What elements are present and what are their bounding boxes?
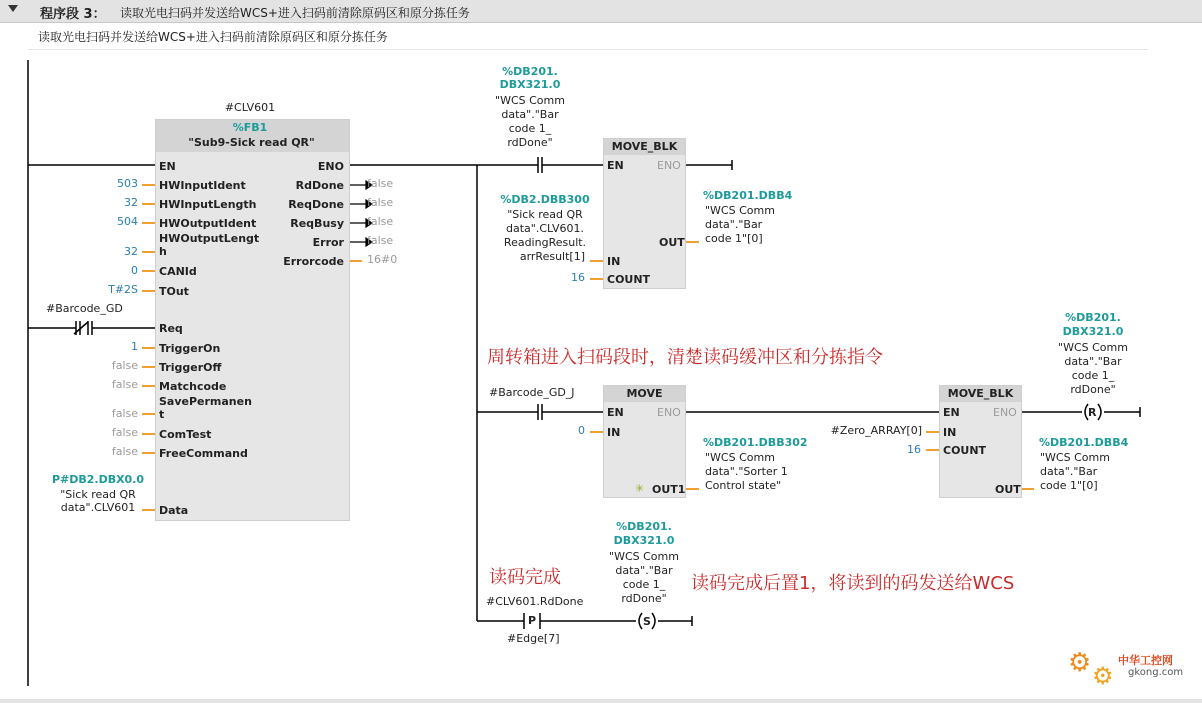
fb-input-value[interactable]: false <box>111 445 138 458</box>
fb-eno-pin: ENO <box>317 160 344 173</box>
fb-instance-name[interactable]: #CLV601 <box>224 101 276 114</box>
rung2-move-blk-eno: ENO <box>993 406 1017 419</box>
rung2-move-blk-en: EN <box>943 406 960 419</box>
fb-input-triggeroff: TriggerOff <box>159 361 222 374</box>
rung3-coil-symbol: data"."Bar <box>615 564 673 577</box>
fb-input-value[interactable]: false <box>111 426 138 439</box>
rung3-set-coil[interactable]: S <box>643 615 651 628</box>
watermark-name: 中华工控网 <box>1118 654 1173 667</box>
rung3-coil-symbol: rdDone" <box>621 592 667 605</box>
fb-input-hwoutputident: HWOutputIdent <box>159 217 257 230</box>
rung1-contact-symbol: code 1_ <box>508 122 552 135</box>
rung3-contact-operand[interactable]: #CLV601.RdDone <box>486 595 584 608</box>
fb-output-errorcode: Errorcode <box>283 255 344 268</box>
fb-input-canid: CANId <box>159 265 197 278</box>
rung2-move-blk-count-value[interactable]: 16 <box>907 443 921 456</box>
fb-input-value[interactable]: T#2S <box>108 283 138 296</box>
gear-icon: ⚙ <box>1068 648 1092 678</box>
rung1-in-symbol: ReadingResult. <box>503 236 587 249</box>
rung2-coil-symbol: code 1_ <box>1071 369 1115 382</box>
rung2-coil-symbol: rdDone" <box>1070 383 1116 396</box>
rung2-move-blk-out-address[interactable]: %DB201.DBB4 <box>1039 436 1129 449</box>
gkong-watermark-logo <box>1066 650 1191 694</box>
rung2-coil-address[interactable]: DBX321.0 <box>1062 325 1124 338</box>
data-param-symbol: "Sick read QR <box>60 488 136 501</box>
fb-output-reqdone: ReqDone <box>288 198 344 211</box>
rung3-coil-symbol: code 1_ <box>622 578 666 591</box>
fb-input-value[interactable]: false <box>111 378 138 391</box>
rung2-contact-operand[interactable]: #Barcode_GD_J <box>489 386 575 399</box>
fb-input-value[interactable]: 32 <box>124 196 138 209</box>
fb-input-value[interactable]: false <box>111 359 138 372</box>
fb-input-hwinputlength: HWInputLength <box>159 198 257 211</box>
fb-input-savepermanent-wrap: t <box>159 408 165 421</box>
rung1-out-address[interactable]: %DB201.DBB4 <box>703 189 793 202</box>
fb-input-value[interactable]: 504 <box>117 215 138 228</box>
fb-output-value[interactable]: false <box>367 196 394 209</box>
fb-input-value[interactable]: 32 <box>124 245 138 258</box>
rung2-move-in-value[interactable]: 0 <box>578 424 585 437</box>
rung1-move-blk-eno: ENO <box>657 159 681 172</box>
fb-input-value[interactable]: false <box>111 407 138 420</box>
rung1-contact-symbol: "WCS Comm <box>495 94 565 107</box>
rung2-move-out-symbol: data"."Sorter 1 <box>705 465 788 478</box>
rung1-move-blk-out: OUT <box>659 236 685 249</box>
rung1-move-blk-title: MOVE_BLK <box>604 139 685 155</box>
rung1-contact-address[interactable]: DBX321.0 <box>499 78 561 91</box>
rung2-coil-symbol: data"."Bar <box>1064 355 1122 368</box>
rung2-move-out-symbol: "WCS Comm <box>705 451 775 464</box>
fb-input-hwoutputlength: HWOutputLengt <box>159 232 260 245</box>
fb-output-value[interactable]: 16#0 <box>367 253 398 266</box>
fb-output-value[interactable]: false <box>367 234 394 247</box>
rung2-coil-address[interactable]: %DB201. <box>1065 311 1121 324</box>
network-description: 读取光电扫码并发送给WCS+进入扫码前清除原码区和原分拣任务 <box>120 6 470 20</box>
req-contact-operand[interactable]: #Barcode_GD <box>46 302 123 315</box>
rung1-in-symbol: data".CLV601. <box>506 222 584 235</box>
fb-output-rddone: RdDone <box>295 179 344 192</box>
rung1-out-symbol: data"."Bar <box>705 218 763 231</box>
rung1-out-symbol: "WCS Comm <box>705 204 775 217</box>
rung1-in-address[interactable]: %DB2.DBB300 <box>500 193 590 206</box>
rung3-edge-operand[interactable]: #Edge[7] <box>507 632 560 645</box>
rung2-move-blk-in-value[interactable]: #Zero_ARRAY[0] <box>830 424 922 437</box>
data-param-symbol: data".CLV601 <box>60 501 136 514</box>
fb-input-value[interactable]: 1 <box>131 340 138 353</box>
fb-input-value[interactable]: 0 <box>131 264 138 277</box>
next-network-header[interactable] <box>0 699 1202 703</box>
gear-icon: ⚙ <box>1092 662 1114 690</box>
rung1-count-value[interactable]: 16 <box>571 271 585 284</box>
rung2-move-blk-out-symbol: code 1"[0] <box>1040 479 1098 492</box>
rung1-move-blk-count: COUNT <box>607 273 651 286</box>
rung2-move-blk-title: MOVE_BLK <box>940 386 1021 402</box>
fb-input-triggeron: TriggerOn <box>159 342 221 355</box>
rung1-contact-address[interactable]: %DB201. <box>502 65 558 78</box>
fb-input-hwoutputlength-wrap: h <box>159 245 167 258</box>
fb-input-savepermanent: SavePermanen <box>159 395 252 408</box>
rung1-move-blk-en: EN <box>607 159 624 172</box>
fb-name: "Sub9-Sick read QR" <box>188 136 315 149</box>
rung2-reset-coil[interactable]: R <box>1088 406 1097 419</box>
rung2-move-block[interactable] <box>603 385 686 498</box>
watermark-url: gkong.com <box>1128 667 1184 678</box>
rung2-move-blk-out: OUT <box>995 483 1021 496</box>
rung3-p-contact[interactable]: P <box>528 614 537 627</box>
rung2-move-blk-in: IN <box>943 426 957 439</box>
rung3-annotation-right: 读码完成后置1，将读到的码发送给WCS <box>691 573 1015 594</box>
rung2-move-out-symbol: Control state" <box>705 479 782 492</box>
rung2-move-title: MOVE <box>604 386 685 402</box>
rung3-coil-address[interactable]: DBX321.0 <box>613 534 675 547</box>
fb-output-value[interactable]: false <box>367 177 394 190</box>
rung2-move-out-address[interactable]: %DB201.DBB302 <box>703 436 808 449</box>
rung1-in-symbol: arrResult[1] <box>519 250 585 263</box>
rung2-move-blk-out-symbol: "WCS Comm <box>1040 451 1110 464</box>
fb-input-hwinputident: HWInputIdent <box>159 179 246 192</box>
rung3-annotation-left: 读码完成 <box>489 567 561 588</box>
rung2-move-in: IN <box>607 426 621 439</box>
rung2-move-blk-count: COUNT <box>943 444 987 457</box>
rung2-coil-symbol: "WCS Comm <box>1058 341 1128 354</box>
rung3-coil-symbol: "WCS Comm <box>609 550 679 563</box>
rung1-in-symbol: "Sick read QR <box>507 208 583 221</box>
fb-input-data: Data <box>159 504 189 517</box>
rung2-move-blk-block[interactable] <box>939 385 1022 498</box>
network-comment[interactable]: 读取光电扫码并发送给WCS+进入扫码前清除原码区和原分拣任务 <box>38 30 388 44</box>
rung1-move-blk-in: IN <box>607 255 621 268</box>
rung3-coil-address[interactable]: %DB201. <box>616 520 672 533</box>
fb-input-comtest: ComTest <box>159 428 212 441</box>
rung2-move-out: OUT1 <box>652 483 686 496</box>
fb-en-pin: EN <box>159 160 176 173</box>
fb-input-freecommand: FreeCommand <box>159 447 248 460</box>
network-title: 程序段 3： <box>40 7 106 22</box>
fb-output-error: Error <box>312 236 344 249</box>
fb-input-value[interactable]: 503 <box>117 177 138 190</box>
fb-input-matchcode: Matchcode <box>159 380 227 393</box>
fb-output-reqbusy: ReqBusy <box>290 217 344 230</box>
rung2-move-en: EN <box>607 406 624 419</box>
data-param-address[interactable]: P#DB2.DBX0.0 <box>51 473 145 486</box>
rung2-move-eno: ENO <box>657 406 681 419</box>
rung2-annotation: 周转箱进入扫码段时，清楚读码缓冲区和分拣指令 <box>487 347 883 368</box>
rung2-out-spark-icon: ✳ <box>635 482 645 495</box>
fb-input-req: Req <box>159 322 183 335</box>
fb-address: %FB1 <box>232 121 268 134</box>
rung2-move-blk-out-symbol: data"."Bar <box>1040 465 1098 478</box>
fb-output-value[interactable]: false <box>367 215 394 228</box>
rung1-contact-symbol: data"."Bar <box>501 108 559 121</box>
rung1-contact-symbol: rdDone" <box>507 136 553 149</box>
rung1-out-symbol: code 1"[0] <box>705 232 763 245</box>
fb-input-tout: TOut <box>159 285 189 298</box>
